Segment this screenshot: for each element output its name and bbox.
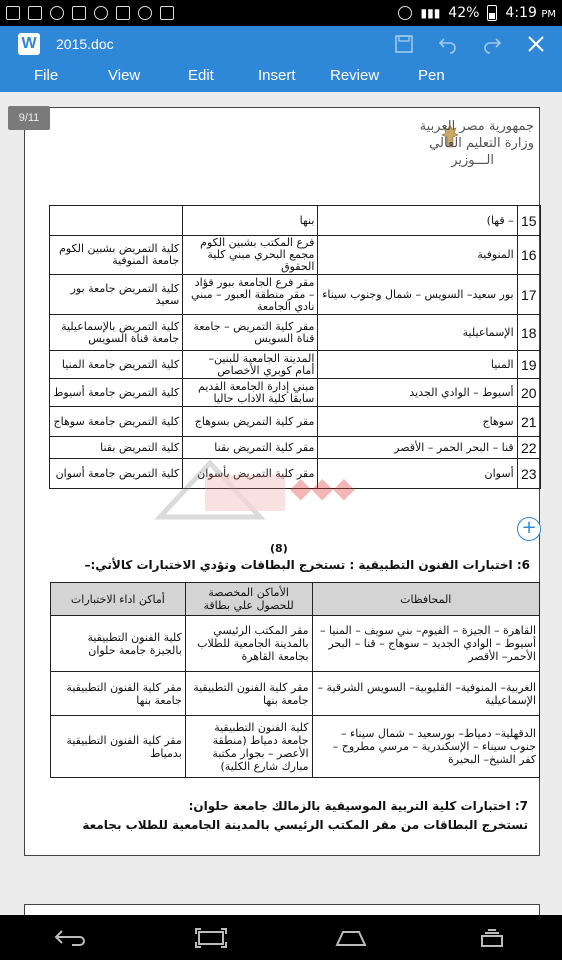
governorate-cell: – قها)	[318, 206, 517, 236]
section-6-title: 6: اختبارات الفنون التطبيقية : تستخرج البطاقات وتؤدي الاختبارات كالأتي:–	[84, 558, 530, 572]
wifi-icon	[398, 6, 412, 20]
table-row	[50, 206, 541, 236]
card-place-cell: مقر كلية التمريض – جامعة قناة السويس	[183, 315, 318, 351]
table-row	[50, 379, 541, 407]
check-icon	[116, 6, 130, 20]
governorate-cell: سوهاج	[318, 407, 517, 437]
viber-icon	[138, 6, 152, 20]
governorate-cell: الإسماعيلية	[318, 315, 517, 351]
card-place-cell: كلية الفنون التطبيقية جامعة دمياط (منطقة الأعصر – بجوار مكتبة مبارك شارع الكلية)	[185, 716, 312, 778]
image-icon	[28, 6, 42, 20]
page-number: (8)	[270, 542, 288, 555]
table-row	[50, 407, 541, 437]
menu-review[interactable]: Review	[330, 67, 380, 84]
table-row	[50, 315, 541, 351]
college-cell: كلية التمريض بقنا	[50, 437, 183, 459]
redo-icon[interactable]	[480, 32, 504, 56]
row-number: 16	[517, 236, 540, 275]
card-place-cell: مقر فرع الجامعة ببور فؤاد – مقر منطقة العبور – مبني نادي الجامعة	[183, 275, 318, 315]
section-7-title: 7: اختبارات كلية التربية الموسيقية بالزمالك جامعة حلوان:	[188, 799, 528, 813]
governorate-cell: بور سعيد– السويس – شمال وجنوب سيناء	[318, 275, 517, 315]
document-title: 2015.doc	[56, 36, 114, 52]
card-place-cell: مقر كلية التمريض بأسوان	[183, 459, 318, 489]
row-number: 18	[517, 315, 540, 351]
table-row	[50, 236, 541, 275]
governorate-cell: أسوان	[318, 459, 517, 489]
table-row	[50, 437, 541, 459]
recent-apps-button[interactable]	[472, 923, 512, 953]
menu-view[interactable]: View	[108, 67, 141, 84]
exam-place-cell: مقر كلية الفنون التطبيقية بدمياط	[51, 716, 186, 778]
col-header-governorates: المحافظات	[312, 583, 539, 616]
save-icon[interactable]	[392, 32, 416, 56]
governorate-cell: قنا – البحر الحمر – الأقصر	[318, 437, 517, 459]
status-bar	[0, 0, 562, 26]
row-number: 22	[517, 437, 540, 459]
table-row	[51, 716, 540, 778]
college-cell: كلية التمريض جامعة بور سعيد	[50, 275, 183, 315]
nursing-cards-table	[49, 205, 541, 489]
notification-icon	[6, 6, 20, 20]
battery-icon	[487, 5, 497, 21]
download-icon	[72, 6, 86, 20]
college-cell: كلية التمريض جامعة المنيا	[50, 351, 183, 379]
app-toolbar	[0, 26, 562, 62]
row-number: 20	[517, 379, 540, 407]
table-row	[50, 459, 541, 489]
menu-file[interactable]: File	[34, 67, 59, 84]
card-place-cell: مبني إدارة الجامعة القديم سابقا كلية الاداب حاليا	[183, 379, 318, 407]
battery-percent: 42%	[448, 5, 480, 21]
home-button[interactable]	[331, 923, 371, 953]
next-document-page	[24, 904, 540, 915]
college-cell: كلية التمريض بشبين الكوم جامعة المنوفية	[50, 236, 183, 275]
card-place-cell: بنها	[183, 206, 318, 236]
header-line-minister: الـــوزير	[451, 153, 494, 168]
exam-place-cell: مقر كلية الفنون التطبيقية جامعة بنها	[51, 672, 186, 716]
college-cell: كلية التمريض جامعة سوهاج	[50, 407, 183, 437]
table-row	[50, 275, 541, 315]
message-icon	[160, 6, 174, 20]
chat-icon	[94, 6, 108, 20]
svg-text:◆◆◆: ◆◆◆	[290, 471, 355, 504]
clock: 4:19 PM	[505, 5, 556, 21]
undo-icon[interactable]	[436, 32, 460, 56]
governorates-cell: القاهرة – الجيزة – الفيوم– بني سويف – المنيا – أسيوط – الوادي الجديد – سوهاج – قنا – البحر الأحمر– الأقصر	[312, 616, 539, 672]
row-number: 17	[517, 275, 540, 315]
back-button[interactable]	[50, 923, 90, 953]
menu-bar	[0, 62, 562, 92]
college-cell: كلية التمريض جامعة أسوان	[50, 459, 183, 489]
applied-arts-table	[50, 582, 540, 778]
menu-pen[interactable]: Pen	[418, 67, 445, 84]
section-7-text: تستخرج البطاقات من مقر المكتب الرئيسي بالمدينة الجامعية للطلاب بجامعة	[82, 818, 528, 832]
page-indicator: 9/11	[8, 106, 50, 130]
whatsapp-icon	[50, 6, 64, 20]
table-row	[51, 616, 540, 672]
header-line-ministry: وزارة التعليم العالي	[429, 136, 534, 151]
wps-logo-icon: W	[18, 33, 40, 55]
header-line-country: جمهورية مصر العربية	[419, 119, 534, 134]
college-cell: كلية التمريض بالإسماعيلية جامعة قناة السويس	[50, 315, 183, 351]
card-place-cell: مقر كلية التمريض بسوهاج	[183, 407, 318, 437]
card-place-cell: المدينة الجامعية للبنين– أمام كوبري الأخصاص	[183, 351, 318, 379]
add-button[interactable]: +	[517, 517, 541, 541]
col-header-card-places: الأماكن المخصصة للحصول علي بطاقة	[185, 583, 312, 616]
card-place-cell: مقر كلية الفنون التطبيقية جامعة بنها	[185, 672, 312, 716]
governorate-cell: أسيوط – الوادي الجديد	[318, 379, 517, 407]
table-row	[50, 351, 541, 379]
table-row	[51, 672, 540, 716]
document-header	[420, 118, 534, 169]
card-place-cell: مقر كلية التمريض بقنا	[183, 437, 318, 459]
exam-place-cell: كلية الفنون التطبيقية بالجيزة جامعة حلوان	[51, 616, 186, 672]
college-cell: كلية التمريض جامعة أسيوط	[50, 379, 183, 407]
card-place-cell: فرع المكتب بشبين الكوم مجمع البحري مبني كلية الحقوق	[183, 236, 318, 275]
close-icon[interactable]	[524, 32, 548, 56]
governorates-cell: الغربية– المنوفية– القليوبية– السويس الشرقية – الإسماعيلية	[312, 672, 539, 716]
governorates-cell: الدقهلية– دمياط– بورسعيد – شمال سيناء – جنوب سيناء – الإسكندرية – مرسي مطروح – كفر الشيخ– البحيرة	[312, 716, 539, 778]
row-number: 19	[517, 351, 540, 379]
col-header-exam-places: أماكن اداء الاختبارات	[51, 583, 186, 616]
menu-insert[interactable]: Insert	[258, 67, 296, 84]
governorate-cell: المنوفية	[318, 236, 517, 275]
screenshot-button[interactable]	[191, 923, 231, 953]
card-place-cell: مقر المكتب الرئيسي بالمدينة الجامعية للطلاب بجامعة القاهرة	[185, 616, 312, 672]
menu-edit[interactable]: Edit	[188, 67, 214, 84]
governorate-cell: المنيا	[318, 351, 517, 379]
row-number: 23	[517, 459, 540, 489]
signal-icon: ▮▮▮	[420, 6, 441, 20]
android-nav-bar	[0, 915, 562, 960]
college-cell	[50, 206, 183, 236]
row-number: 15	[517, 206, 540, 236]
row-number: 21	[517, 407, 540, 437]
